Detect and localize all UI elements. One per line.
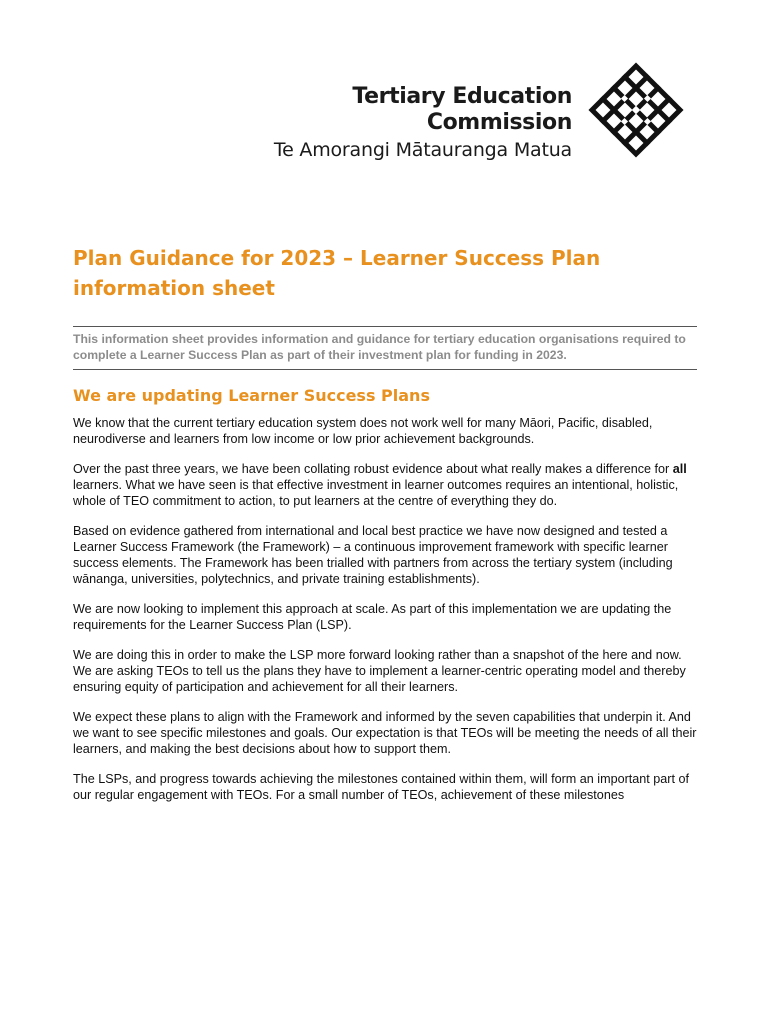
section-heading: We are updating Learner Success Plans <box>73 386 430 405</box>
paragraph-1: We know that the current tertiary education system does not work well for many Māori, Pacific, disabled, neurodiverse and learners from low income or low prior achievement backgrounds. <box>73 416 653 446</box>
org-name-line2: Commission <box>426 110 572 135</box>
paragraph-2-end: learners. What we have seen is that effective investment in learner outcomes requires an intentional, holistic, whole of TEO commitment to action, to put learners at the centre of everything they do. <box>73 478 679 508</box>
document-title <box>73 243 633 303</box>
document-title-line1: Plan Guidance for 2023 – Learner Success Plan <box>73 246 601 270</box>
paragraph-3: Based on evidence gathered from international and local best practice we have now designed and tested a Learner Success Framework (the Framework) – a continuous improvement framework with specific learner success elements. The Framework has been trialled with partners from across the tertiary system (including wānanga, universities, polytechnics, and private training establishments). <box>73 524 673 586</box>
paragraph-4: We are now looking to implement this approach at scale. As part of this implementation we are updating the requirements for the Learner Success Plan (LSP). <box>73 602 672 632</box>
paragraph-2-emphasis: all <box>672 462 687 476</box>
paragraph-2 <box>73 461 703 509</box>
paragraph-5: We are doing this in order to make the LSP more forward looking rather than a snapshot of the here and now. We are asking TEOs to tell us the plans they have to implement a learner-centric operating model and thereby ensuring equity of participation and achievement for all their learners. <box>73 648 686 694</box>
intro-text: This information sheet provides information and guidance for tertiary education organisations required to complete a Learner Success Plan as part of their investment plan for funding in 2023. <box>73 332 686 362</box>
document-title-line2: information sheet <box>73 276 275 300</box>
org-name-block <box>274 84 572 164</box>
paragraph-7: The LSPs, and progress towards achieving the milestones contained within them, will form an important part of our regular engagement with TEOs. For a small number of TEOs, achievement of these milestones <box>73 772 689 802</box>
paragraph-6: We expect these plans to align with the Framework and informed by the seven capabilities that underpin it. And we want to see specific milestones and goals. Our expectation is that TEOs will be meeting the needs of all their learners, and making the best decisions about how to support them. <box>73 710 697 756</box>
org-name-line1: Tertiary Education <box>352 84 572 109</box>
paragraph-2-start: Over the past three years, we have been collating robust evidence about what really makes a difference for <box>73 462 673 476</box>
org-maori-name: Te Amorangi Mātauranga Matua <box>273 139 572 161</box>
tec-woven-diamond-icon <box>588 62 684 158</box>
intro-panel <box>73 326 697 370</box>
body-text <box>73 415 703 817</box>
